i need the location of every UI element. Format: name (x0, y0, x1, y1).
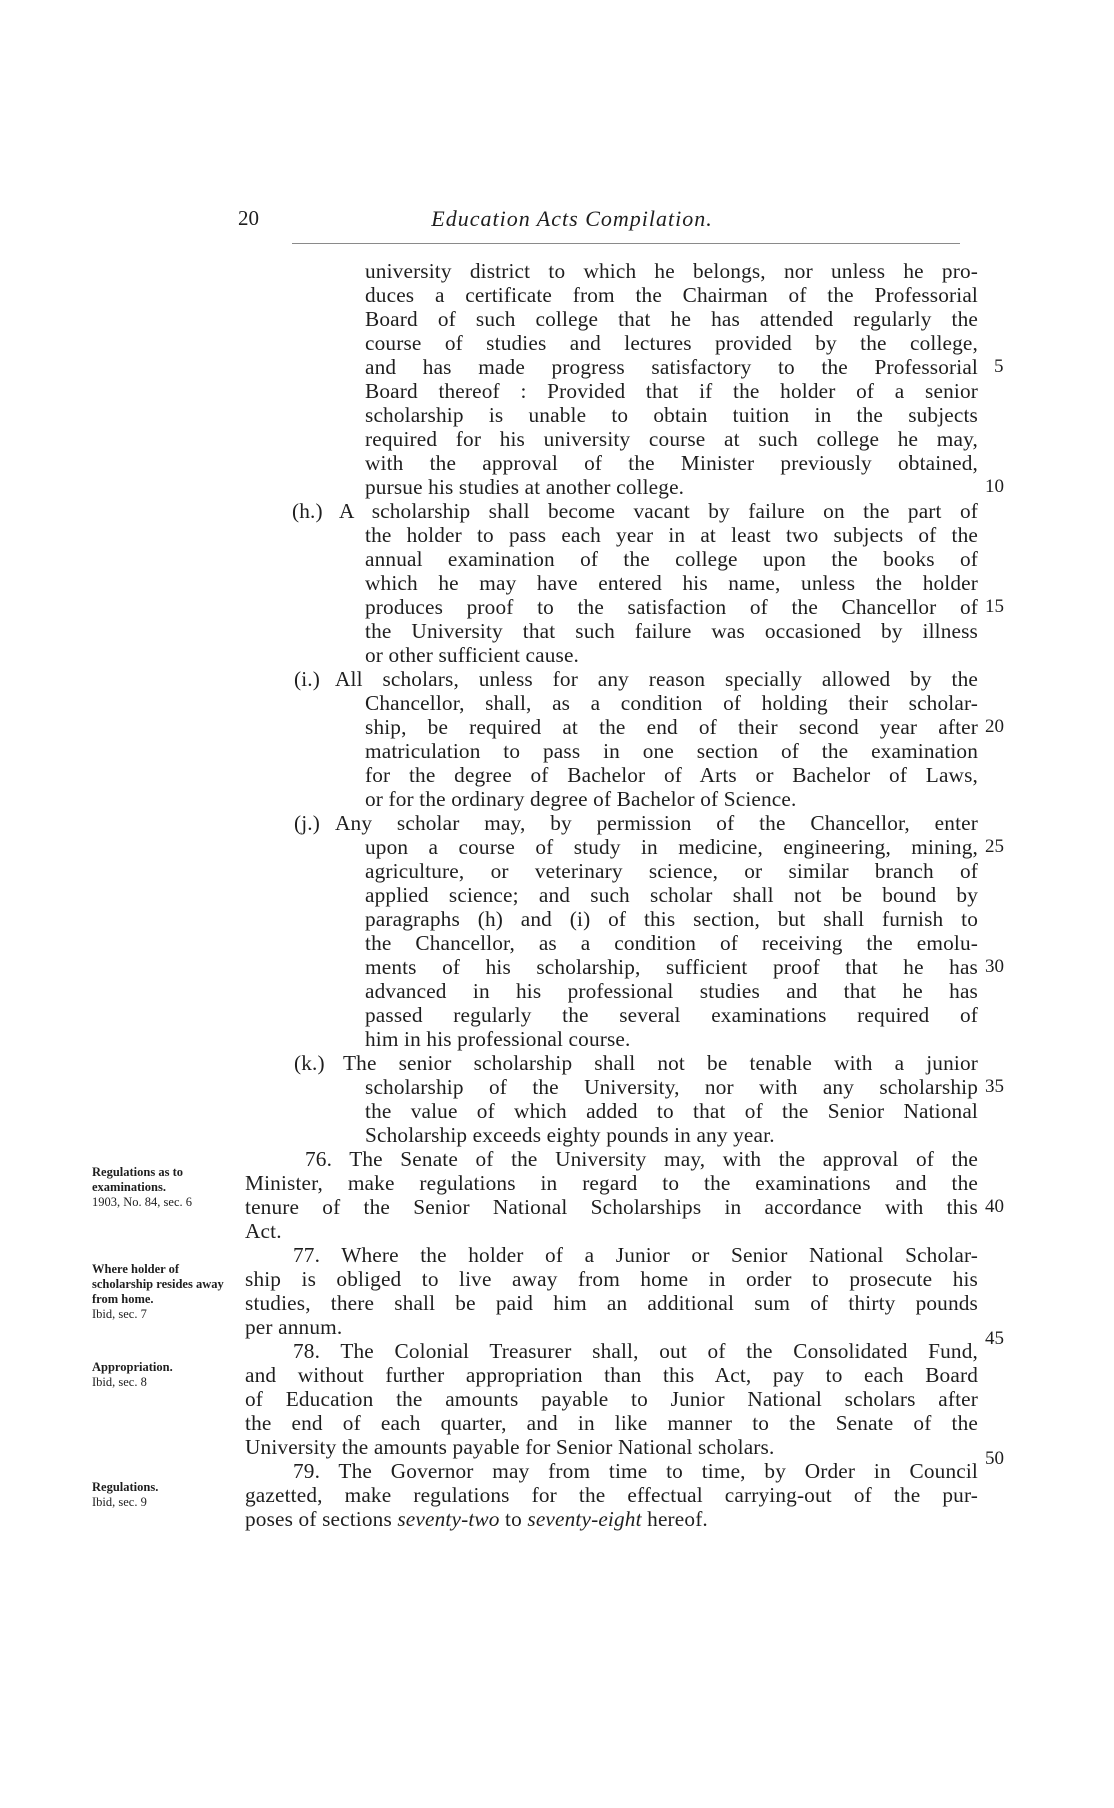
section-ref-italic: seventy-two (397, 1507, 500, 1531)
body-line: course of studies and lectures provided by the college, (365, 331, 978, 355)
body-line: Chancellor, shall, as a condition of holding their scholar- (365, 691, 978, 715)
body-line: and has made progress satisfactory to the Professorial (365, 355, 978, 379)
body-line: the University that such failure was occasioned by illness (365, 619, 978, 643)
body-line: ship, be required at the end of their second year after (365, 715, 978, 739)
header-rule (292, 243, 960, 244)
side-note (92, 1262, 232, 1322)
section-line: per annum. (245, 1315, 343, 1339)
body-line: which he may have entered his name, unless the holder (365, 571, 978, 595)
body-line: paragraphs (h) and (i) of this section, but shall furnish to (365, 907, 978, 931)
body-line: matriculation to pass in one section of the examination (365, 739, 978, 763)
body-line: the value of which added to that of the Senior National (365, 1099, 978, 1123)
body-line: applied science; and such scholar shall not be bound by (365, 883, 978, 907)
section-line: tenure of the Senior National Scholarships in accordance with this (245, 1195, 978, 1219)
line-number: 30 (985, 956, 1004, 977)
section-line: Act. (245, 1219, 282, 1243)
paragraph-label: (j.) (294, 811, 321, 835)
section-text: hereof. (641, 1507, 708, 1531)
section-line: ship is obliged to live away from home in order to prosecute his (245, 1267, 978, 1291)
side-note-title: Appropriation. (92, 1360, 173, 1374)
line-number: 10 (985, 476, 1004, 497)
body-line: scholarship of the University, nor with any scholarship (365, 1075, 978, 1099)
line-number: 5 (994, 356, 1004, 377)
section-line: gazetted, make regulations for the effectual carrying-out of the pur- (245, 1483, 978, 1507)
side-note (92, 1360, 232, 1390)
section-line: 79. The Governor may from time to time, by Order in Council (293, 1459, 978, 1483)
side-note-ref: Ibid, sec. 7 (92, 1307, 147, 1321)
line-number: 35 (985, 1076, 1004, 1097)
body-line: the holder to pass each year in at least two subjects of the (365, 523, 978, 547)
section-line: and without further appropriation than this Act, pay to each Board (245, 1363, 978, 1387)
body-line: Board of such college that he has attended regularly the (365, 307, 978, 331)
section-line: Minister, make regulations in regard to the examinations and the (245, 1171, 978, 1195)
body-line: A scholarship shall become vacant by failure on the part of (339, 499, 978, 523)
body-line: Any scholar may, by permission of the Chancellor, enter (335, 811, 978, 835)
paragraph-label: (k.) (294, 1051, 325, 1075)
side-note-title: Regulations as to examinations. (92, 1165, 183, 1194)
body-line: with the approval of the Minister previously obtained, (365, 451, 978, 475)
section-line: of Education the amounts payable to Junior National scholars after (245, 1387, 978, 1411)
section-line: University the amounts payable for Senior National scholars. (245, 1435, 775, 1459)
side-note-title: Where holder of scholarship resides away from home. (92, 1262, 224, 1306)
side-note (92, 1165, 232, 1210)
side-note-ref: Ibid, sec. 8 (92, 1375, 147, 1389)
line-number: 40 (985, 1196, 1004, 1217)
body-line: pursue his studies at another college. (365, 475, 685, 499)
section-line: the end of each quarter, and in like manner to the Senate of the (245, 1411, 978, 1435)
body-line: advanced in his professional studies and that he has (365, 979, 978, 1003)
section-line: 77. Where the holder of a Junior or Senior National Scholar- (293, 1243, 978, 1267)
body-line: Board thereof : Provided that if the holder of a senior (365, 379, 978, 403)
body-line: scholarship is unable to obtain tuition in the subjects (365, 403, 978, 427)
side-note-ref: Ibid, sec. 9 (92, 1495, 147, 1509)
side-note (92, 1480, 232, 1510)
section-line (245, 1507, 708, 1531)
side-note-ref: 1903, No. 84, sec. 6 (92, 1195, 192, 1209)
page-number: 20 (238, 206, 259, 230)
body-line: him in his professional course. (365, 1027, 631, 1051)
line-number: 45 (985, 1328, 1004, 1349)
line-number: 25 (985, 836, 1004, 857)
section-line: 76. The Senate of the University may, with the approval of the (305, 1147, 978, 1171)
section-line: 78. The Colonial Treasurer shall, out of the Consolidated Fund, (293, 1339, 978, 1363)
body-line: for the degree of Bachelor of Arts or Bachelor of Laws, (365, 763, 978, 787)
body-line: upon a course of study in medicine, engineering, mining, (365, 835, 978, 859)
body-line: agriculture, or veterinary science, or similar branch of (365, 859, 978, 883)
body-line: All scholars, unless for any reason specially allowed by the (335, 667, 978, 691)
body-line: the Chancellor, as a condition of receiving the emolu- (365, 931, 978, 955)
body-line: Scholarship exceeds eighty pounds in any year. (365, 1123, 775, 1147)
section-text: to (499, 1507, 528, 1531)
running-title: Education Acts Compilation. (431, 206, 713, 231)
side-note-title: Regulations. (92, 1480, 159, 1494)
line-number: 20 (985, 716, 1004, 737)
body-line: university district to which he belongs, nor unless he pro- (365, 259, 978, 283)
body-line: passed regularly the several examinations required of (365, 1003, 978, 1027)
body-line: or for the ordinary degree of Bachelor of Science. (365, 787, 797, 811)
body-line: required for his university course at such college he may, (365, 427, 978, 451)
line-number: 50 (985, 1448, 1004, 1469)
body-line: ments of his scholarship, sufficient proof that he has (365, 955, 978, 979)
section-line: studies, there shall be paid him an additional sum of thirty pounds (245, 1291, 978, 1315)
body-line: produces proof to the satisfaction of the Chancellor of (365, 595, 978, 619)
body-line: or other sufficient cause. (365, 643, 580, 667)
body-line: The senior scholarship shall not be tenable with a junior (343, 1051, 978, 1075)
section-text: poses of sections (245, 1507, 398, 1531)
body-line: annual examination of the college upon the books of (365, 547, 978, 571)
section-ref-italic: seventy-eight (527, 1507, 642, 1531)
paragraph-label: (i.) (294, 667, 321, 691)
line-number: 15 (985, 596, 1004, 617)
paragraph-label: (h.) (292, 499, 323, 523)
body-line: duces a certificate from the Chairman of the Professorial (365, 283, 978, 307)
